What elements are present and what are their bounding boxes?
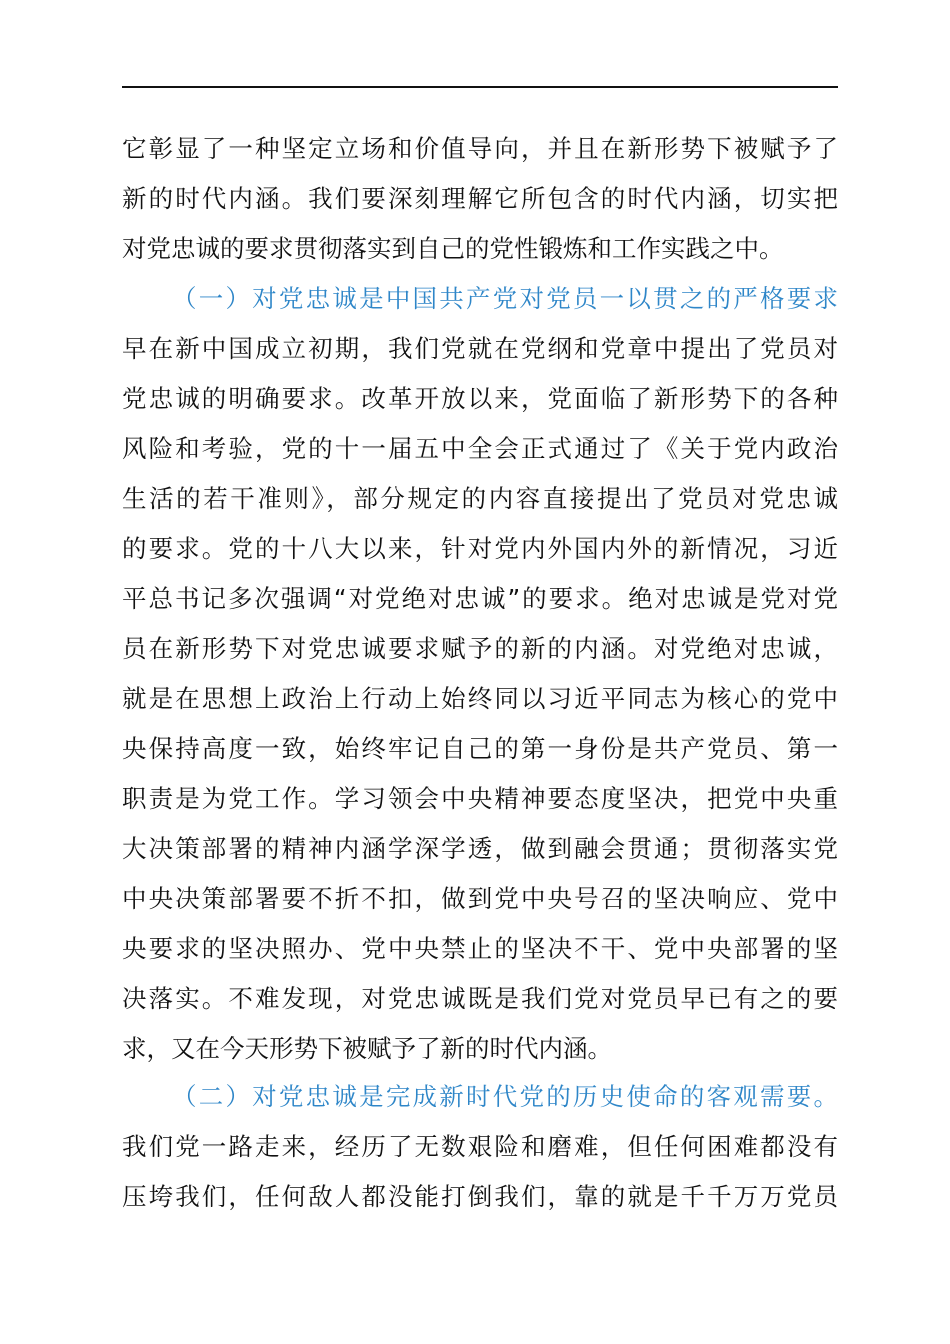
body-line: 就是在思想上政治上行动上始终同以习近平同志为核心的党中 [122, 684, 838, 713]
body-line: 求，又在今天形势下被赋予了新的时代内涵。 [122, 1034, 612, 1063]
section-heading-2: （二）对党忠诚是完成新时代党的历史使命的客观需要。 [172, 1082, 838, 1111]
section-heading-1: （一）对党忠诚是中国共产党对党员一以贯之的严格要求 [172, 284, 838, 313]
body-line: 党忠诚的明确要求。改革开放以来，党面临了新形势下的各种 [122, 384, 838, 413]
body-line: 我们党一路走来，经历了无数艰险和磨难，但任何困难都没有 [122, 1132, 838, 1161]
body-line: 它彰显了一种坚定立场和价值导向，并且在新形势下被赋予了 [122, 134, 838, 163]
header-rule [122, 86, 838, 88]
body-line: 中央决策部署要不折不扣，做到党中央号召的坚决响应、党中 [122, 884, 838, 913]
body-line: 新的时代内涵。我们要深刻理解它所包含的时代内涵，切实把 [122, 184, 838, 213]
body-line: 早在新中国成立初期，我们党就在党纲和党章中提出了党员对 [122, 334, 838, 363]
body-line: 大决策部署的精神内涵学深学透，做到融会贯通；贯彻落实党 [122, 834, 838, 863]
body-line: 决落实。不难发现，对党忠诚既是我们党对党员早已有之的要 [122, 984, 838, 1013]
body-line: 生活的若干准则》，部分规定的内容直接提出了党员对党忠诚 [122, 484, 838, 513]
body-line: 央保持高度一致，始终牢记自己的第一身份是共产党员、第一 [122, 734, 838, 763]
body-line: 央要求的坚决照办、党中央禁止的坚决不干、党中央部署的坚 [122, 934, 838, 963]
body-line: 风险和考验，党的十一届五中全会正式通过了《关于党内政治 [122, 434, 838, 463]
body-line: 平总书记多次强调“对党绝对忠诚”的要求。绝对忠诚是党对党 [122, 584, 838, 613]
body-line: 的要求。党的十八大以来，针对党内外国内外的新情况，习近 [122, 534, 838, 563]
body-line: 压垮我们，任何敌人都没能打倒我们，靠的就是千千万万党员 [122, 1182, 838, 1211]
body-line: 员在新形势下对党忠诚要求赋予的新的内涵。对党绝对忠诚， [122, 634, 838, 663]
body-line: 对党忠诚的要求贯彻落实到自己的党性锻炼和工作实践之中。 [122, 234, 784, 263]
body-line: 职责是为党工作。学习领会中央精神要态度坚决，把党中央重 [122, 784, 838, 813]
